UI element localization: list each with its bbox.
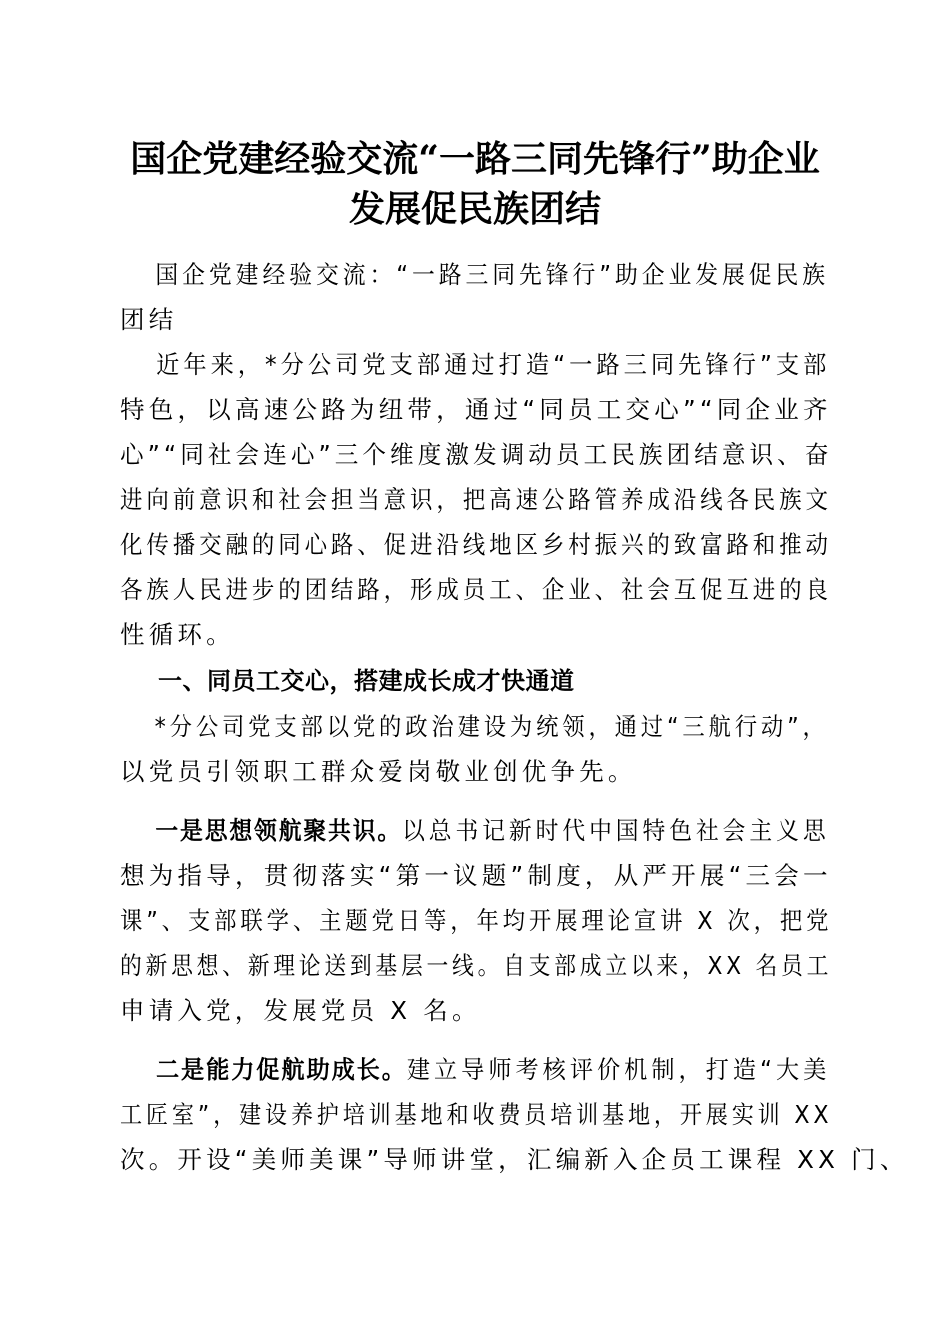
text-line: 以党员引领职工群众爱岗敬业创优争先。: [120, 757, 637, 786]
title-line: 国企党建经验交流“一路三同先锋行”助企业: [130, 138, 820, 180]
paragraph-section-intro: [120, 704, 832, 794]
text-line: 性循环。: [120, 620, 235, 649]
text-line: 化传播交融的同心路、促进沿线地区乡村振兴的致富路和推动: [120, 530, 832, 559]
document-title: [0, 134, 950, 234]
paragraph-item-two: [120, 1047, 909, 1182]
document-body: [120, 252, 909, 1182]
text-line: 课”、支部联学、主题党日等，年均开展理论宣讲 X 次，把党: [120, 906, 833, 935]
text-line: [120, 808, 830, 853]
paragraph-overview: [120, 342, 832, 657]
text-line: 近年来，*分公司党支部通过打造“一路三同先锋行”支部: [156, 350, 831, 379]
text-line: 国企党建经验交流：“一路三同先锋行”助企业发展促民族: [155, 260, 830, 289]
text-line: 心”“同社会连心”三个维度激发调动员工民族团结意识、奋: [120, 440, 833, 469]
paragraph-intro-title: [120, 252, 832, 342]
section-heading: [120, 659, 832, 704]
heading-text: 一、同员工交心，搭建成长成才快通道: [158, 667, 575, 695]
text-line: [120, 1047, 831, 1092]
text-line: 各族人民进步的团结路，形成员工、企业、社会互促互进的良: [120, 575, 832, 604]
text-line: 进向前意识和社会担当意识，把高速公路管养成沿线各民族文: [120, 485, 832, 514]
text-line: 的新思想、新理论送到基层一线。自支部成立以来，XX 名员工: [120, 951, 833, 980]
text-span: 建立导师考核评价机制，打造“大美: [406, 1055, 831, 1084]
paragraph-item-one: [120, 808, 832, 1033]
text-line: 申请入党，发展党员 X 名。: [120, 996, 481, 1025]
text-line: *分公司党支部以党的政治建设为统领，通过“三航行动”，: [154, 712, 829, 741]
text-line: 特色，以高速公路为纽带，通过“同员工交心”“同企业齐: [120, 395, 832, 424]
text-line: 次。开设“美师美课”导师讲堂，汇编新入企员工课程 XX 门、: [120, 1145, 909, 1174]
text-line: 工匠室”，建设养护培训基地和收费员培训基地，开展实训 XX: [120, 1100, 833, 1129]
text-line: 团结: [120, 305, 178, 334]
text-line: 想为指导，贯彻落实“第一议题”制度，从严开展“三会一: [120, 861, 832, 890]
lead-phrase: 二是能力促航助成长。: [155, 1055, 407, 1084]
text-span: 以总书记新时代中国特色社会主义思: [402, 816, 830, 845]
lead-phrase: 一是思想领航聚共识。: [155, 816, 403, 845]
title-line: 发展促民族团结: [348, 188, 601, 230]
